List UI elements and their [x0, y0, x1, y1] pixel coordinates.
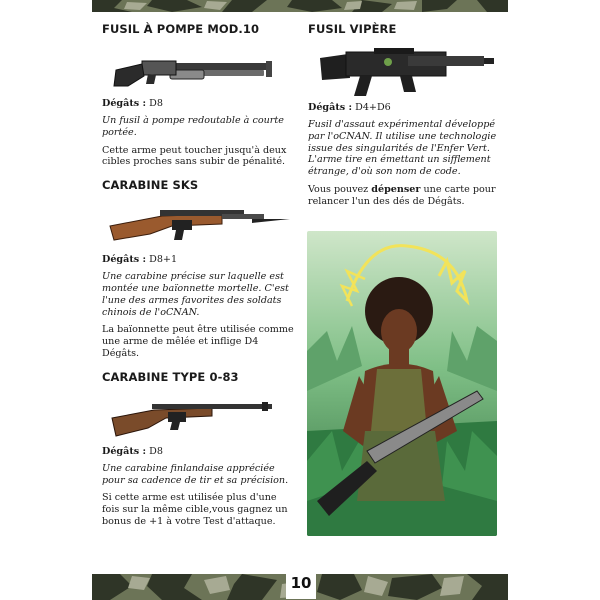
- rulebook-page: [100, 0, 500, 574]
- weapon-title-vipere: FUSIL VIPÈRE: [308, 22, 397, 36]
- weapon-title-sks: CARABINE SKS: [102, 178, 199, 193]
- flavor-text-type-083: Une carabine finlandaise appréciée pour sa cadence de tir et sa précision.: [102, 462, 289, 486]
- rule-post: une carte pour relancer l'un des dés de Dégâts.: [308, 183, 496, 207]
- flavor-text-vipere: Fusil d'assaut expérimental développé par l'oCNAN. Il utilise une technologie issue des singularités de l'Enfer Vert. L'arme tire en émettant un sifflement étrange, d'où son nom de code.: [308, 119, 497, 178]
- rule-text-vipere: [308, 184, 498, 208]
- damage-value: D8+1: [149, 254, 178, 266]
- damage-label: Dégâts :: [102, 254, 147, 266]
- weapon-title-type-083: CARABINE TYPE 0-83: [102, 369, 239, 384]
- right-column: [308, 22, 498, 208]
- type-083-carbine-illustration: [102, 384, 294, 446]
- damage-line-vipere: [308, 102, 498, 114]
- vipere-rifle-illustration: [308, 36, 498, 102]
- soldier-illustration: [307, 231, 497, 536]
- rule-text-type-083: Si cette arme est utilisée plus d'une fois sur la même cible,vous gagnez un bonus de +1 à votre Test d'attaque.: [102, 492, 288, 527]
- flavor-text-sks: Une carabine précise sur laquelle est montée une baïonnette mortelle. C'est l'une des armes favorites des soldats chinois de l'oCNAN.: [102, 271, 289, 318]
- rule-text-shotgun: Cette arme peut toucher jusqu'à deux cibles proches sans subir de pénalité.: [102, 144, 287, 168]
- damage-label: Dégâts :: [308, 102, 353, 113]
- shotgun-illustration: [102, 36, 294, 98]
- damage-value: D4+D6: [355, 102, 391, 113]
- damage-value: D8: [149, 98, 163, 109]
- rule-bold: dépenser: [371, 183, 421, 195]
- sks-carbine-illustration: [102, 192, 294, 254]
- left-column: [102, 22, 294, 528]
- damage-label: Dégâts :: [102, 98, 147, 109]
- page-number: 10: [286, 571, 316, 599]
- rule-pre: Vous pouvez: [308, 183, 372, 195]
- damage-value: D8: [149, 445, 163, 457]
- damage-line-shotgun: [102, 98, 294, 110]
- rule-text-sks: La baïonnette peut être utilisée comme une arme de mêlée et inflige D4 Dégâts.: [102, 324, 294, 359]
- weapon-title-shotgun: FUSIL À POMPE MOD.10: [102, 22, 260, 36]
- damage-line-sks: [102, 254, 294, 266]
- flavor-text-shotgun: Un fusil à pompe redoutable à courte portée.: [102, 115, 284, 138]
- damage-label: Dégâts :: [102, 445, 147, 457]
- damage-line-type-083: [102, 446, 294, 458]
